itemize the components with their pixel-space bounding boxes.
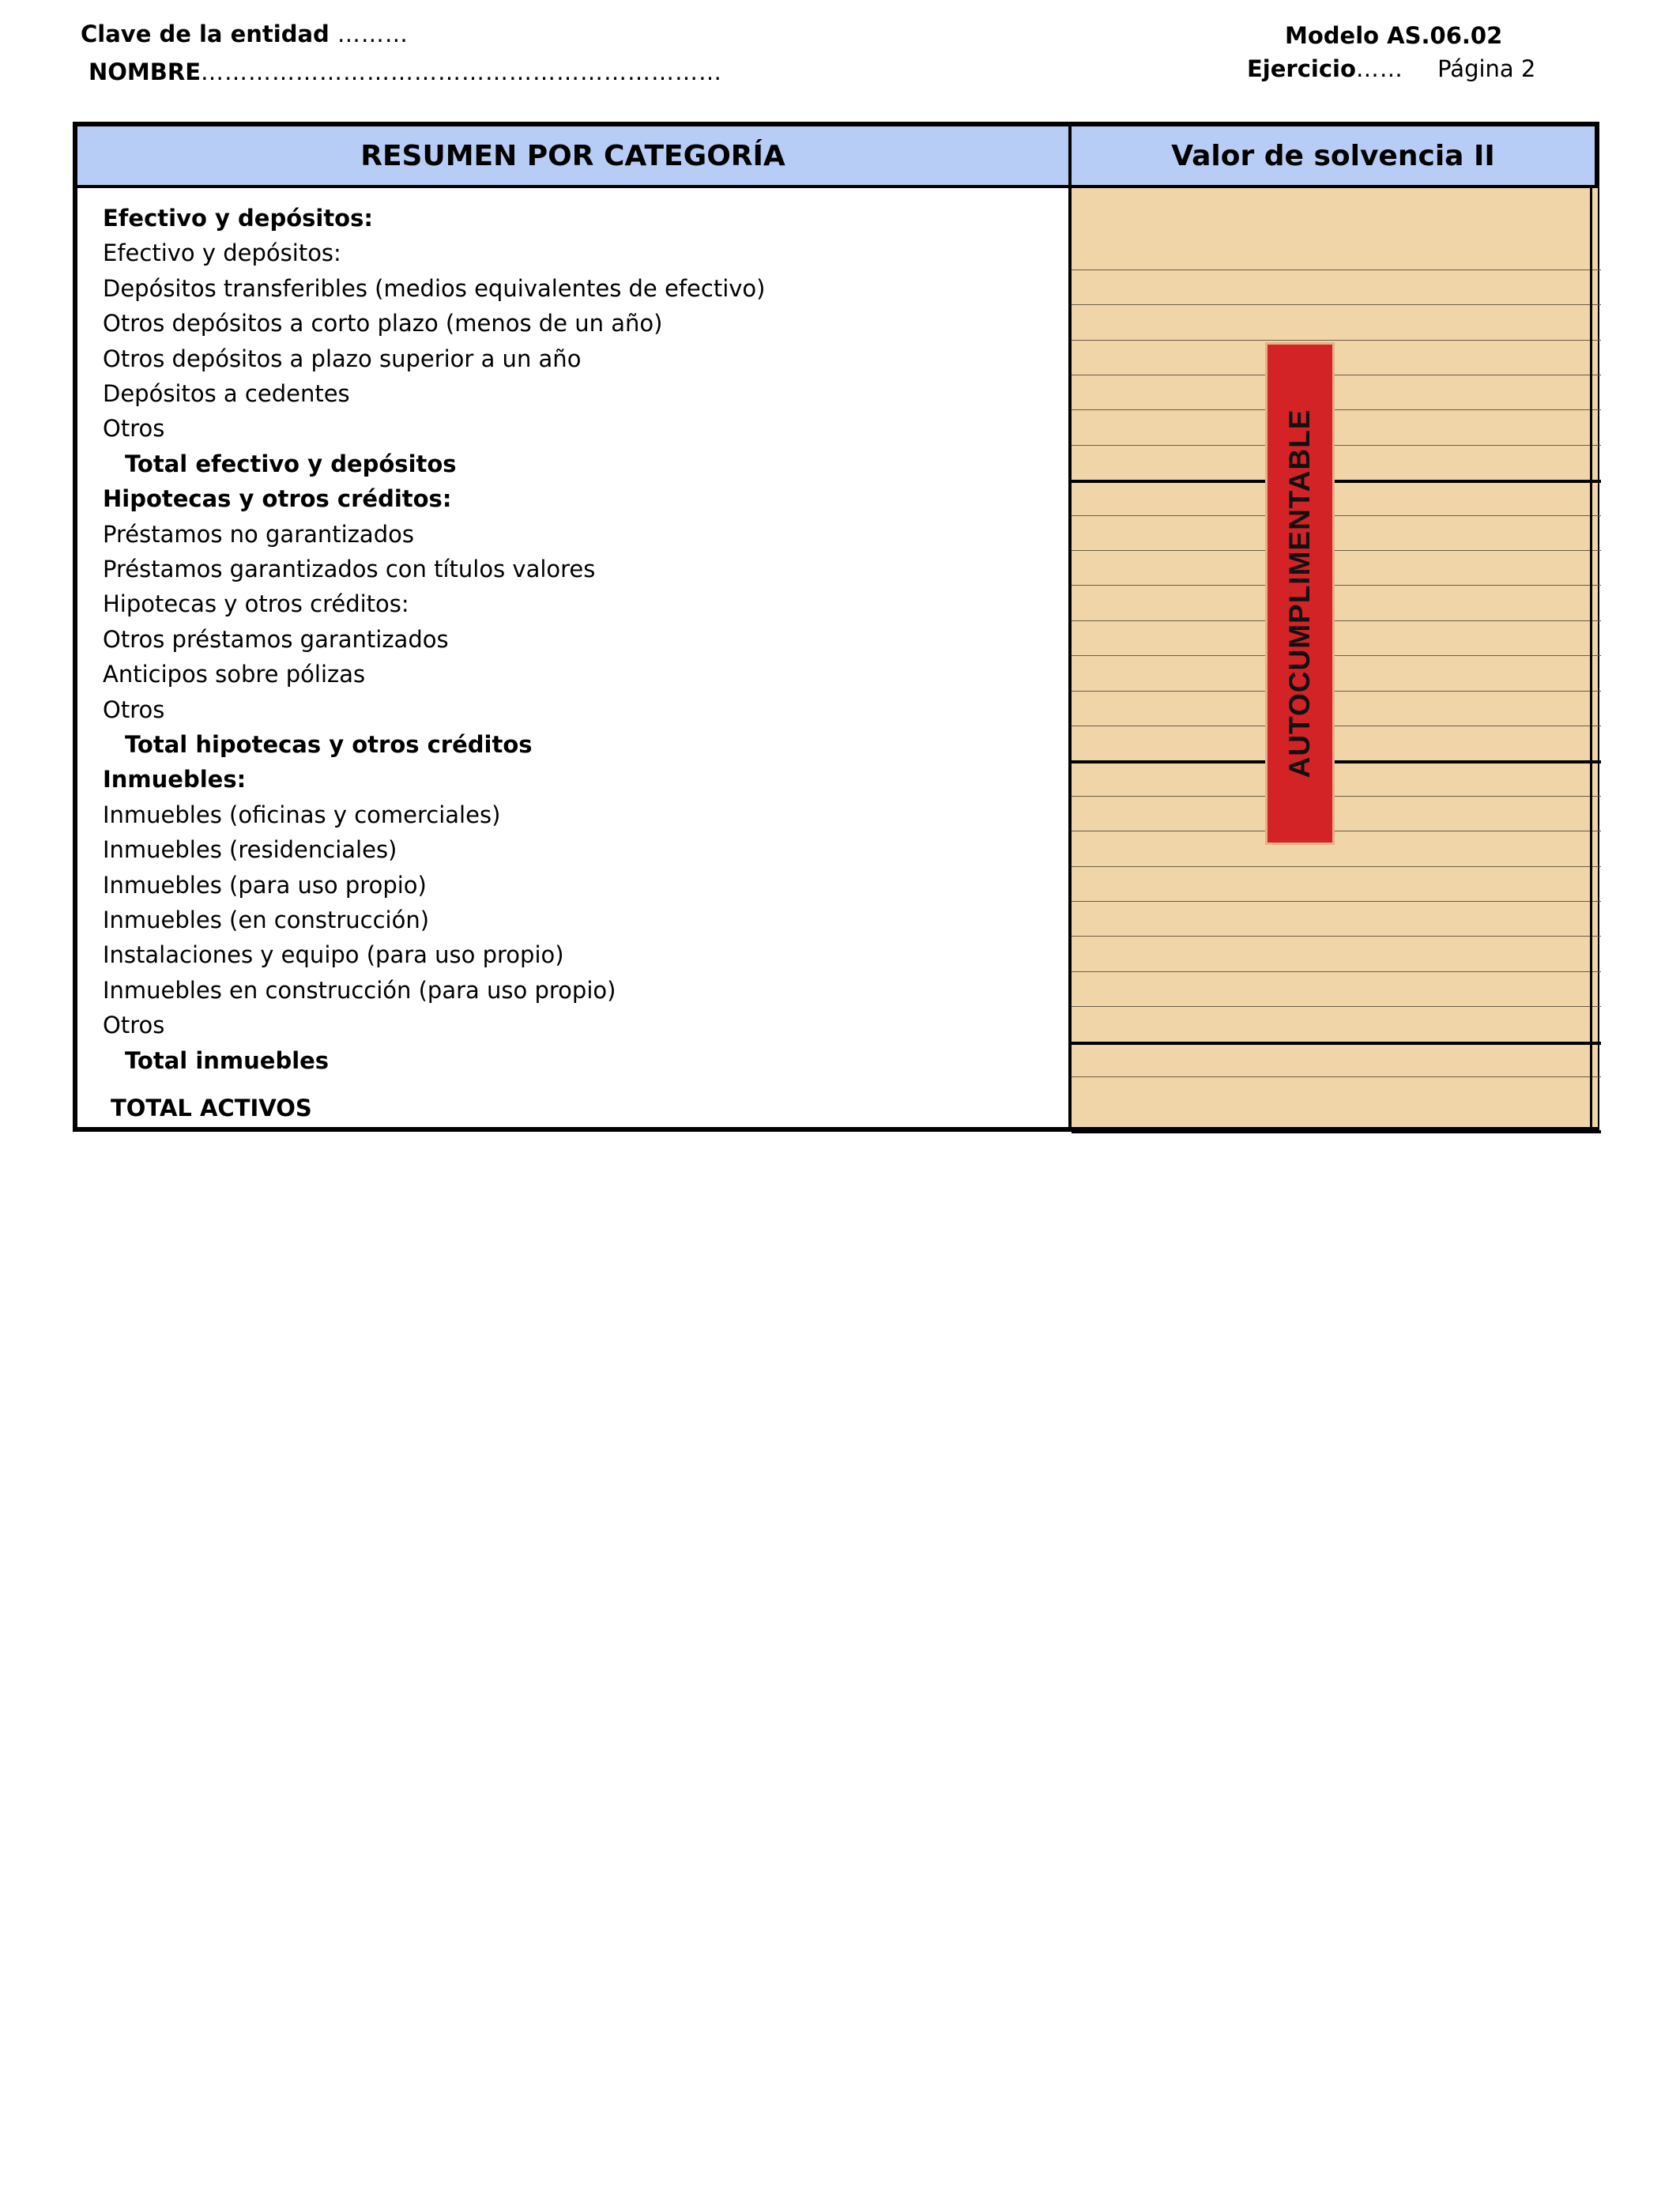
row-separator — [1072, 585, 1601, 586]
category-row-label: Hipotecas y otros créditos: — [103, 485, 452, 513]
category-row-label: Otros préstamos garantizados — [103, 625, 449, 653]
category-row-label: Otros — [103, 415, 165, 443]
category-row-label: Otros depósitos a corto plazo (menos de un año) — [103, 310, 663, 337]
category-row-label: Anticipos sobre pólizas — [103, 661, 366, 688]
row-separator — [1072, 796, 1601, 797]
row-separator — [1072, 971, 1601, 972]
category-row-label: Inmuebles (para uso propio) — [103, 871, 427, 899]
row-separator — [1072, 691, 1601, 692]
value-column — [1072, 188, 1598, 1127]
row-separator — [1072, 304, 1601, 305]
category-row-label: Efectivo y depósitos: — [103, 239, 341, 267]
row-separator — [1072, 655, 1601, 656]
autocumplimentable-stamp — [1268, 345, 1332, 843]
category-row-label: TOTAL ACTIVOS — [111, 1094, 312, 1122]
row-separator — [1072, 620, 1601, 621]
category-row-label: Préstamos garantizados con títulos valores — [103, 556, 596, 582]
clave-label: Clave de la entidad — [81, 21, 330, 47]
row-separator — [1072, 550, 1601, 551]
value-column-edge — [1590, 188, 1592, 1127]
category-row-label: Total inmuebles — [125, 1046, 330, 1074]
row-separator — [1072, 1076, 1601, 1077]
category-row-label: Otros — [103, 696, 165, 723]
category-row-label: Total efectivo y depósitos — [125, 450, 457, 477]
section-separator — [1072, 480, 1601, 483]
category-row-label: Depósitos a cedentes — [103, 380, 350, 407]
column-header-category: RESUMEN POR CATEGORÍA — [77, 126, 1068, 188]
grand-total-separator — [1072, 1130, 1601, 1133]
row-separator — [1072, 340, 1601, 341]
category-row-label: Depósitos transferibles (medios equivalentes de efectivo) — [103, 274, 766, 302]
category-row-label: Otros depósitos a plazo superior a un año — [103, 345, 582, 372]
ejercicio-label: Ejercicio — [1247, 55, 1356, 82]
column-header-value: Valor de solvencia II — [1072, 126, 1595, 188]
category-row-label: Inmuebles (residenciales) — [103, 836, 397, 864]
category-row-label: Inmuebles (en construcción) — [103, 907, 430, 933]
category-row-label: Efectivo y depósitos: — [103, 205, 373, 232]
ejercicio-field[interactable]: …… — [1355, 55, 1403, 82]
clave-field[interactable]: ……… — [337, 21, 409, 47]
clave-line — [81, 21, 409, 47]
row-separator — [1072, 936, 1601, 937]
row-separator — [1072, 515, 1601, 516]
category-row-label: Inmuebles (oficinas y comerciales) — [103, 801, 501, 828]
ejercicio-line — [1247, 55, 1535, 82]
category-row-label: Otros — [103, 1012, 165, 1039]
category-row-label: Préstamos no garantizados — [103, 520, 414, 548]
nombre-field[interactable]: ………………………………………………………… — [201, 58, 723, 85]
row-separator — [1072, 866, 1601, 867]
stamp-text: AUTOCUMPLIMENTABLE — [1283, 409, 1316, 778]
category-row-label: Inmuebles: — [103, 766, 247, 794]
section-separator — [1072, 1042, 1601, 1045]
category-row-label: Hipotecas y otros créditos: — [103, 590, 409, 618]
row-separator — [1072, 1006, 1601, 1007]
modelo-label: Modelo AS.06.02 — [1285, 22, 1503, 49]
section-separator — [1072, 760, 1601, 763]
category-row-label: Instalaciones y equipo (para uso propio) — [103, 941, 564, 969]
row-separator — [1072, 901, 1601, 902]
page-number: Página 2 — [1437, 55, 1536, 82]
row-separator — [1072, 445, 1601, 446]
summary-table — [73, 122, 1599, 1132]
row-separator — [1072, 409, 1601, 410]
category-row-label: Total hipotecas y otros créditos — [125, 731, 533, 758]
category-row-label: Inmuebles en construcción (para uso propio) — [103, 976, 616, 1004]
nombre-line — [89, 58, 722, 85]
nombre-label: NOMBRE — [89, 58, 202, 85]
